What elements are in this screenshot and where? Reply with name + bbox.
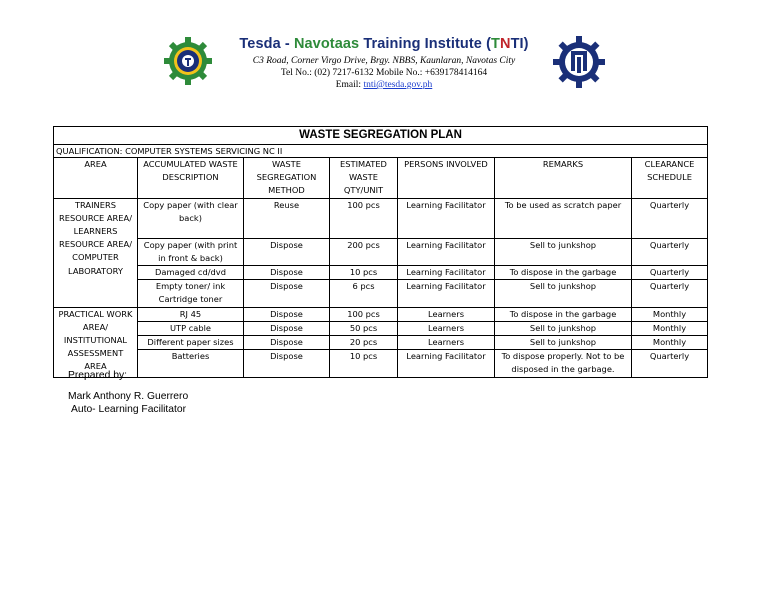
cell-remarks: Sell to junkshop	[495, 238, 632, 265]
cell-method: Dispose	[244, 321, 330, 335]
title-part-n: N	[500, 36, 511, 52]
cell-description: Copy paper (with clear back)	[138, 198, 244, 238]
header-remarks: REMARKS	[495, 158, 632, 199]
cell-schedule: Monthly	[632, 307, 708, 321]
tesda-logo-icon	[553, 36, 605, 88]
email-label: Email:	[335, 80, 364, 90]
cell-method: Dispose	[244, 280, 330, 307]
preparer-role: Auto- Learning Facilitator	[71, 404, 187, 415]
cell-method: Dispose	[244, 350, 330, 377]
cell-remarks: Sell to junkshop	[495, 280, 632, 307]
cell-description: Copy paper (with print in front & back)	[138, 238, 244, 265]
qualification: QUALIFICATION: COMPUTER SYSTEMS SERVICING NC II	[54, 145, 708, 158]
cell-schedule: Quarterly	[632, 266, 708, 280]
table-title: WASTE SEGREGATION PLAN	[54, 127, 708, 145]
cell-quantity: 10 pcs	[330, 266, 398, 280]
cell-remarks: To dispose properly. Not to be disposed in the garbage.	[495, 350, 632, 377]
cell-persons: Learners	[398, 321, 495, 335]
cell-method: Dispose	[244, 266, 330, 280]
cell-persons: Learning Facilitator	[398, 350, 495, 377]
cell-remarks: To be used as scratch paper	[495, 198, 632, 238]
title-part-ti: TI)	[510, 36, 529, 52]
cell-description: Damaged cd/dvd	[138, 266, 244, 280]
cell-remarks: Sell to junkshop	[495, 336, 632, 350]
header-area: AREA	[54, 158, 138, 199]
cell-method: Dispose	[244, 307, 330, 321]
waste-segregation-table	[53, 126, 708, 378]
title-part-t: T	[491, 36, 500, 52]
cell-method: Reuse	[244, 198, 330, 238]
cell-remarks: To dispose in the garbage	[495, 266, 632, 280]
cell-persons: Learning Facilitator	[398, 266, 495, 280]
cell-quantity: 6 pcs	[330, 280, 398, 307]
address: C3 Road, Corner Virgo Drive, Brgy. NBBS, Kaunlaran, Navotas City	[252, 56, 516, 66]
cell-description: Batteries	[138, 350, 244, 377]
header-waste-description: ACCUMULATED WASTE DESCRIPTION	[138, 158, 244, 199]
cell-persons: Learning Facilitator	[398, 238, 495, 265]
cell-schedule: Quarterly	[632, 350, 708, 377]
cell-quantity: 10 pcs	[330, 350, 398, 377]
cell-description: UTP cable	[138, 321, 244, 335]
cell-persons: Learners	[398, 307, 495, 321]
preparer-name: Mark Anthony R. Guerrero	[68, 391, 189, 402]
cell-method: Dispose	[244, 238, 330, 265]
header-segregation-method: WASTE SEGREGATION METHOD	[244, 158, 330, 199]
cell-quantity: 200 pcs	[330, 238, 398, 265]
title-part-tesda: Tesda -	[239, 36, 294, 52]
cell-remarks: Sell to junkshop	[495, 321, 632, 335]
header-row	[54, 158, 708, 199]
table-row	[54, 238, 708, 265]
cell-remarks: To dispose in the garbage	[495, 307, 632, 321]
cell-persons: Learning Facilitator	[398, 198, 495, 238]
table-row	[54, 307, 708, 321]
prepared-by-label: Prepared by:	[68, 370, 127, 381]
cell-schedule: Quarterly	[632, 198, 708, 238]
area-cell: TRAINERS RESOURCE AREA/ LEARNERS RESOURCE AREA/ COMPUTER LABORATORY	[54, 198, 138, 307]
table-row	[54, 198, 708, 238]
cell-quantity: 20 pcs	[330, 336, 398, 350]
cell-schedule: Quarterly	[632, 238, 708, 265]
cell-description: RJ 45	[138, 307, 244, 321]
cell-quantity: 100 pcs	[330, 198, 398, 238]
table-row	[54, 350, 708, 377]
email-line	[214, 80, 554, 90]
cell-description: Different paper sizes	[138, 336, 244, 350]
cell-quantity: 100 pcs	[330, 307, 398, 321]
cell-method: Dispose	[244, 336, 330, 350]
table-row	[54, 266, 708, 280]
area-cell: PRACTICAL WORK AREA/ INSTITUTIONAL ASSESSMENT AREA	[54, 307, 138, 377]
table-row	[54, 321, 708, 335]
cell-schedule: Quarterly	[632, 280, 708, 307]
email-link[interactable]: tnti@tesda.gov.ph	[363, 80, 433, 90]
header-clearance-schedule: CLEARANCE SCHEDULE	[632, 158, 708, 199]
table-row	[54, 280, 708, 307]
header-persons-involved: PERSONS INVOLVED	[398, 158, 495, 199]
institute-title	[214, 36, 554, 52]
cell-quantity: 50 pcs	[330, 321, 398, 335]
cell-schedule: Monthly	[632, 336, 708, 350]
cell-description: Empty toner/ ink Cartridge toner	[138, 280, 244, 307]
table-row	[54, 336, 708, 350]
telephone: Tel No.: (02) 7217-6132 Mobile No.: +639178414164	[280, 68, 488, 78]
title-part-training-institute: Training Institute (	[363, 36, 492, 52]
cell-persons: Learning Facilitator	[398, 280, 495, 307]
header-quantity: ESTIMATED WASTE QTY/UNIT	[330, 158, 398, 199]
title-part-navotaas: Navotaas	[293, 36, 364, 52]
cell-schedule: Monthly	[632, 321, 708, 335]
tnti-gear-logo-icon	[163, 36, 213, 86]
cell-persons: Learners	[398, 336, 495, 350]
